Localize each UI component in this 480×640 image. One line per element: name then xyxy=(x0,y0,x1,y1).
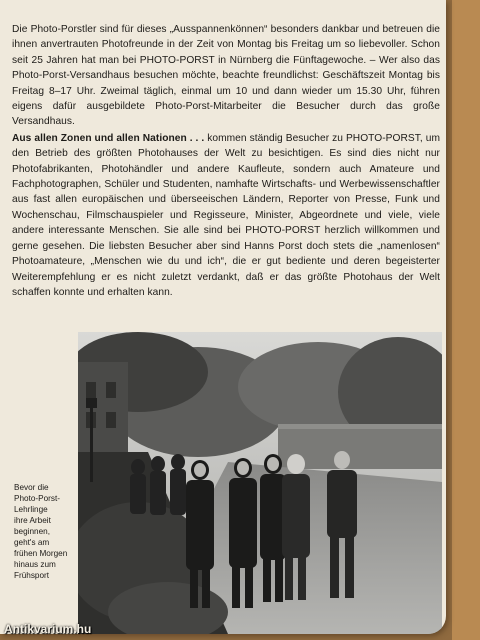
paragraph-2 xyxy=(12,131,440,300)
photo-caption xyxy=(14,482,76,581)
watermark-text: Antikvarium.hu xyxy=(4,622,92,636)
caption-line: Lehrlinge xyxy=(14,505,48,514)
caption-line: Frühsport xyxy=(14,571,50,580)
section-heading: Aus allen Zonen und allen Nationen . . . xyxy=(12,132,205,144)
paragraph-1: Die Photo-Porstler sind für dieses „Ausspannenkönnen“ besonders dankbar und betreuen die ihnen anvertrauten Photofreunde in der Zeit von Montag bis Freitag um so liebevoller. Schon seit 25 Jahren hat man bei PHOTO-PORST in Nürnberg die Fünftagewoche. – Wer also das Photo-Porst-Versandhaus besuchen möchte, beachte freundlichst: Geschäftszeit Montag bis Freitag 8–17 Uhr. Zweimal täglich, einmal um 10 und dann wieder um 15.30 Uhr, führen eigens dafür ausgebildete Photo-Porst-Mitarbeiter die Besucher durch das große Versandhaus. xyxy=(12,24,440,128)
paragraph-2-text: kommen ständig Besucher zu PHOTO-PORST, um den Betrieb des größten Photohauses der Welt zu besichtigen. Es sind dies nicht nur Photofabrikanten, Photohändler und andere Kaufleute, sondern auch Amateure und Fachphotographen, Schüler und Studenten, namhafte Wirtschafts- und Werbewissenschaftler aus fast allen europäischen und überseeischen Ländern, Reporter von Presse, Funk und Wochenschau, Filmschauspieler und Regisseure, Minister, Abgeordnete und viele, viele andere interessante Menschen. Sie alle sind bei PHOTO-PORST herzlich willkommen und gerne gesehen. Die liebsten Besucher aber sind Hanns Porst doch stets die „namenlosen“ Photoamateure, „Menschen wie du und ich“, die er gut bediente und deren begeisterter Weiterempfehlung er es nicht zuletzt verdankt, daß er das größte Photohaus der Welt schaffen konnte und erhalten kann. xyxy=(12,132,440,298)
caption-line: Photo-Porst- xyxy=(14,494,60,503)
caption-line: beginnen, xyxy=(14,527,50,536)
caption-line: frühen Morgen xyxy=(14,549,68,558)
caption-line: Bevor die xyxy=(14,483,49,492)
photo-illustration xyxy=(78,332,442,634)
caption-line: ihre Arbeit xyxy=(14,516,51,525)
body-text xyxy=(12,22,440,300)
caption-line: hinaus zum xyxy=(14,560,56,569)
photo-apprentices-morning-exercise xyxy=(78,332,442,634)
caption-line: geht's am xyxy=(14,538,50,547)
